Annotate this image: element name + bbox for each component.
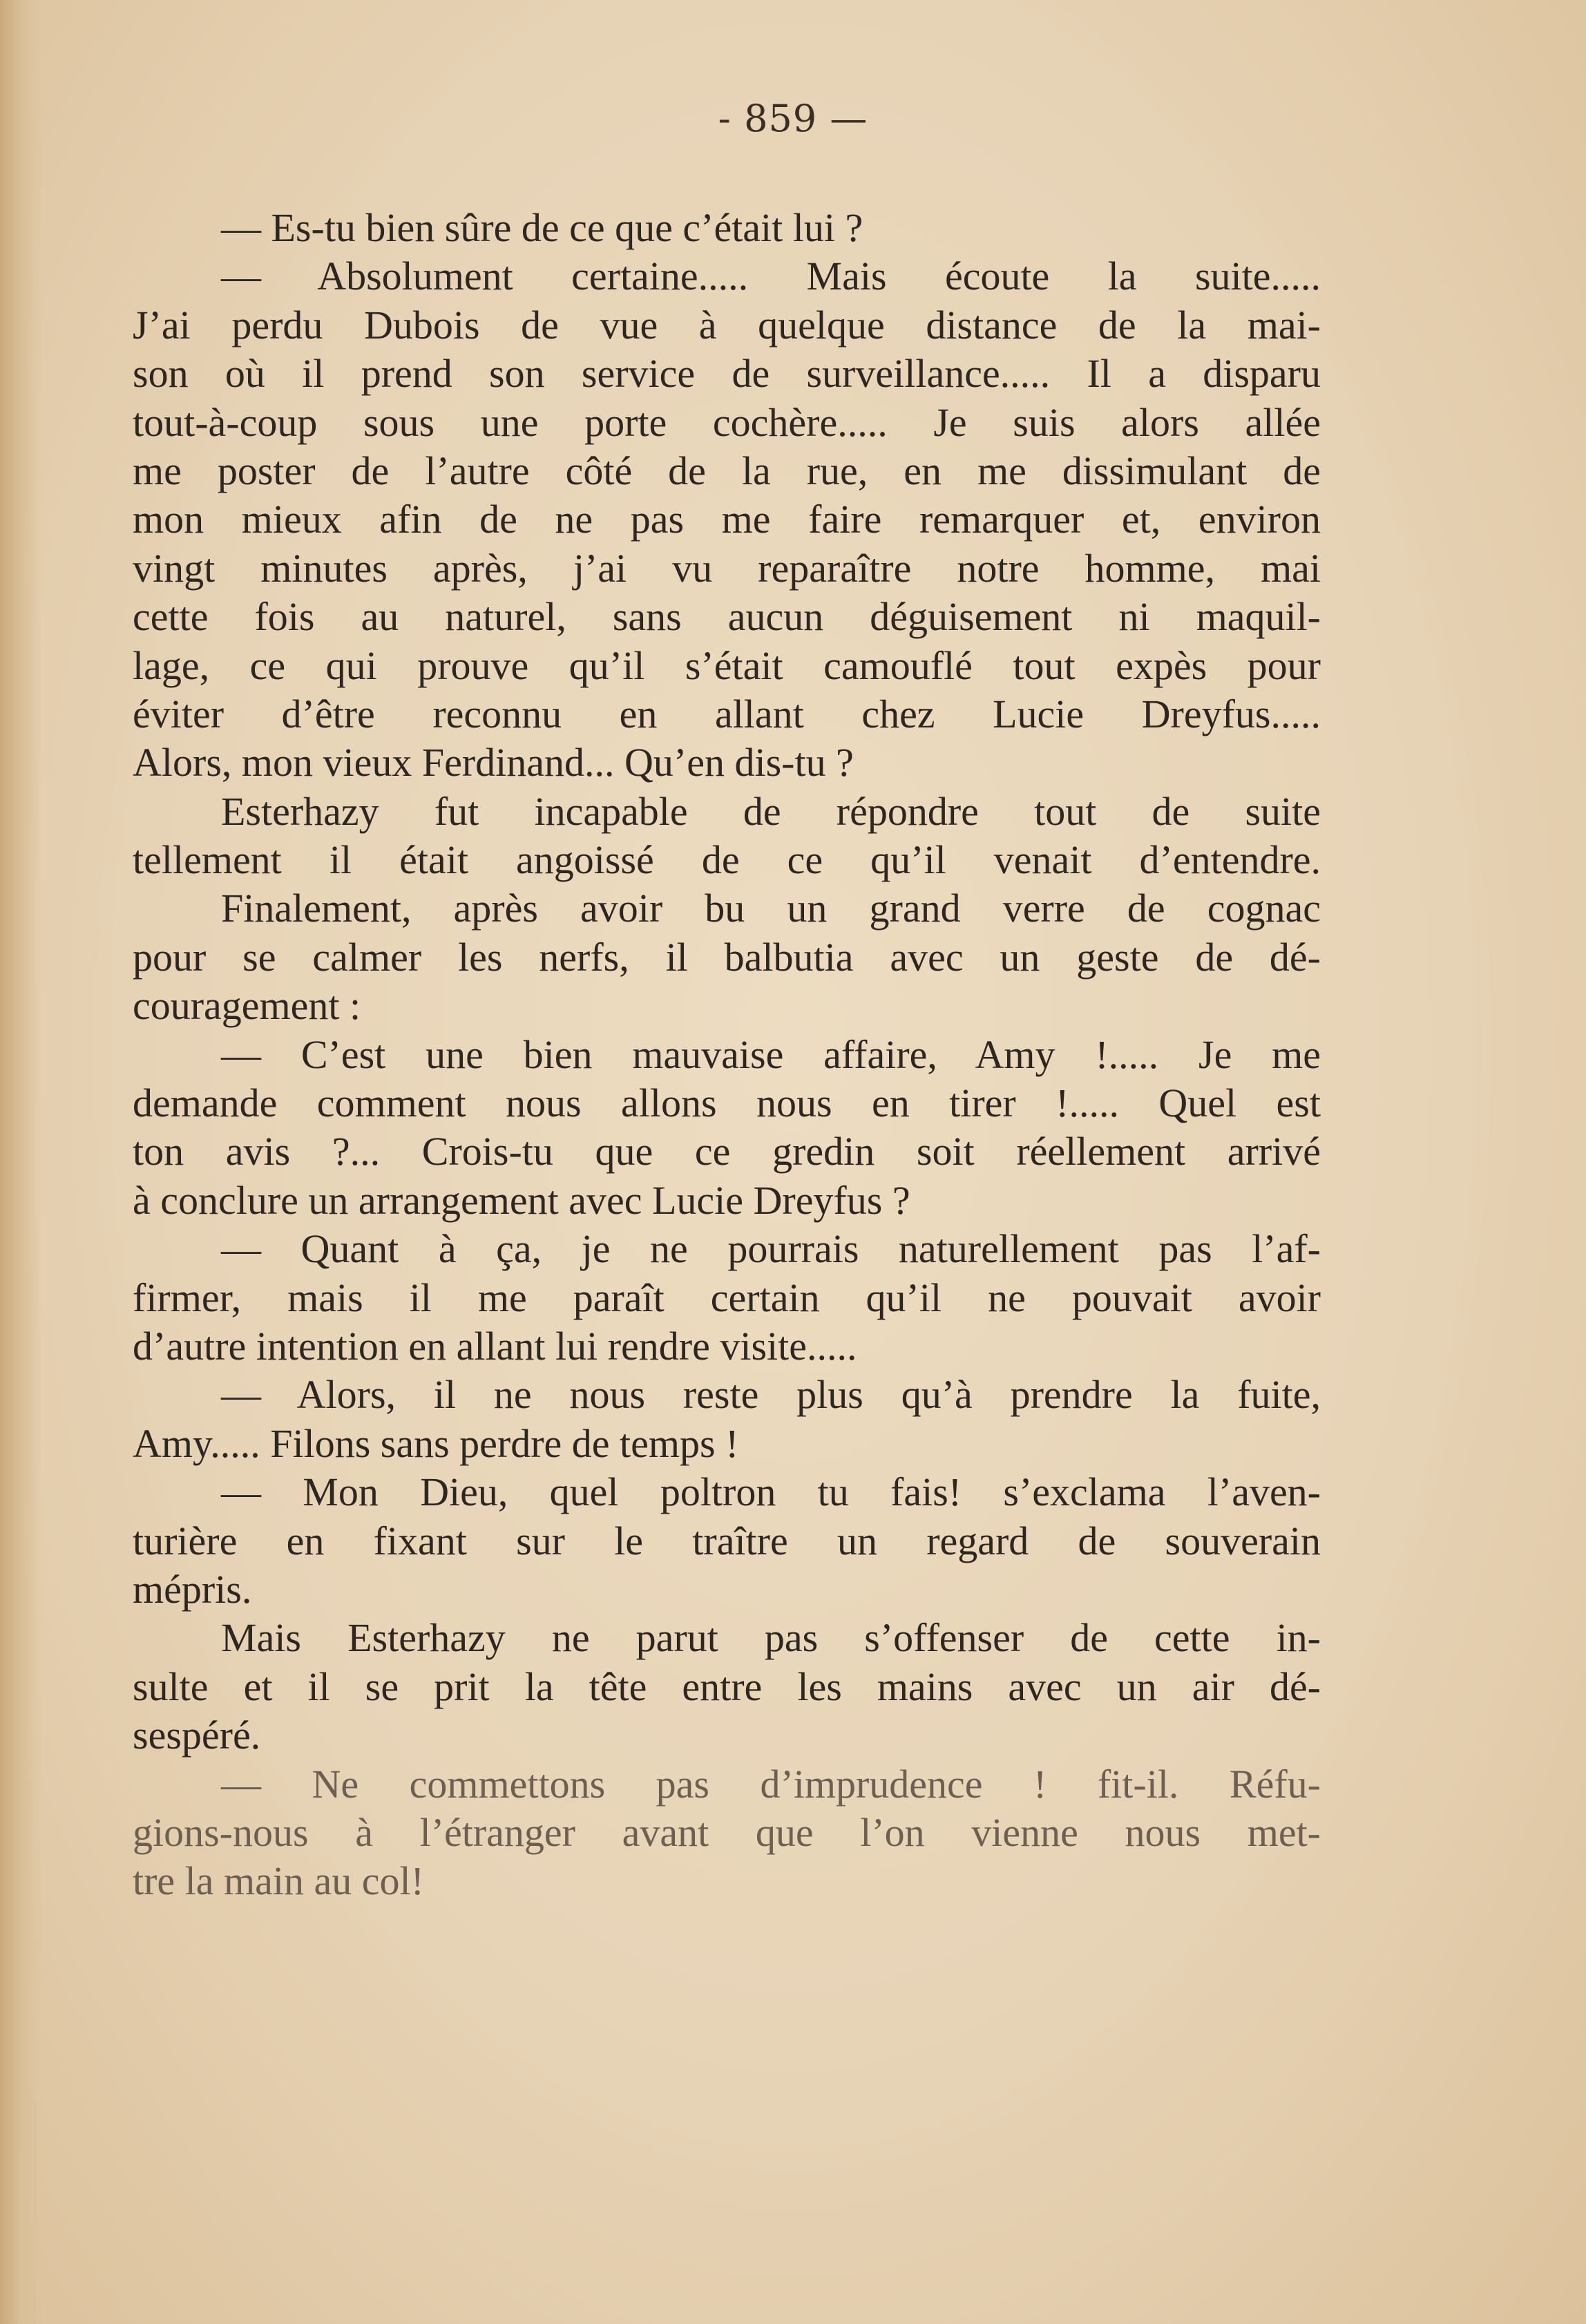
text-line: mon mieux afin de ne pas me faire remarquer et, environ: [133, 497, 1321, 542]
text-line: J’ai perdu Dubois de vue à quelque distance de la mai-: [133, 302, 1321, 347]
text-line: son où il prend son service de surveillance..... Il a disparu: [133, 351, 1321, 397]
text-line: — Es-tu bien sûre de ce que c’était lui ?: [221, 205, 863, 250]
text-line: Alors, mon vieux Ferdinand... Qu’en dis-tu ?: [133, 740, 854, 785]
text-line: gions-nous à l’étranger avant que l’on vienne nous met-: [133, 1809, 1321, 1855]
text-line: — Absolument certaine..... Mais écoute la suite.....: [221, 254, 1321, 299]
text-line: pour se calmer les nerfs, il balbutia avec un geste de dé-: [133, 934, 1321, 980]
text-line: demande comment nous allons nous en tirer !..... Quel est: [133, 1080, 1321, 1126]
text-line: sespéré.: [133, 1713, 261, 1758]
text-line: tellement il était angoissé de ce qu’il venait d’entendre.: [133, 837, 1321, 883]
text-line: — Alors, il ne nous reste plus qu’à prendre la fuite,: [221, 1372, 1321, 1418]
text-line: Amy..... Filons sans perdre de temps !: [133, 1420, 739, 1466]
text-line: — Ne commettons pas d’imprudence ! fit-il. Réfu-: [221, 1761, 1321, 1807]
page-number: - 859 —: [718, 97, 868, 140]
text-line: vingt minutes après, j’ai vu reparaître notre homme, mai: [133, 545, 1321, 591]
text-line: lage, ce qui prouve qu’il s’était camouflé tout expès pour: [133, 642, 1321, 688]
text-line: turière en fixant sur le traître un regard de souverain: [133, 1518, 1321, 1563]
text-line: ton avis ?... Crois-tu que ce gredin soit réellement arrivé: [133, 1129, 1321, 1174]
text-line: — Mon Dieu, quel poltron tu fais! s’exclama l’aven-: [221, 1469, 1321, 1515]
text-line: firmer, mais il me paraît certain qu’il ne pouvait avoir: [133, 1275, 1321, 1320]
text-line: — C’est une bien mauvaise affaire, Amy !..... Je me: [221, 1031, 1321, 1077]
text-line: sulte et il se prit la tête entre les mains avec un air dé-: [133, 1664, 1321, 1709]
text-line: d’autre intention en allant lui rendre visite.....: [133, 1323, 857, 1369]
text-line: à conclure un arrangement avec Lucie Dreyfus ?: [133, 1177, 910, 1223]
page-edge-shadow: [0, 0, 41, 2324]
text-line: mépris.: [133, 1566, 252, 1612]
text-line: Finalement, après avoir bu un grand verre de cognac: [221, 886, 1321, 931]
text-line: — Quant à ça, je ne pourrais naturellement pas l’af-: [221, 1226, 1321, 1272]
text-line: couragement :: [133, 983, 361, 1029]
text-line: éviter d’être reconnu en allant chez Lucie Dreyfus.....: [133, 691, 1321, 736]
text-line: tout-à-coup sous une porte cochère..... Je suis alors allée: [133, 399, 1321, 445]
text-line: Esterhazy fut incapable de répondre tout de suite: [221, 788, 1321, 834]
text-line: me poster de l’autre côté de la rue, en me dissimulant de: [133, 448, 1321, 493]
text-line: Mais Esterhazy ne parut pas s’offenser de cette in-: [221, 1615, 1321, 1661]
text-line: tre la main au col!: [133, 1858, 424, 1904]
text-line: cette fois au naturel, sans aucun déguisement ni maquil-: [133, 594, 1321, 640]
body-text: [133, 204, 1321, 1906]
